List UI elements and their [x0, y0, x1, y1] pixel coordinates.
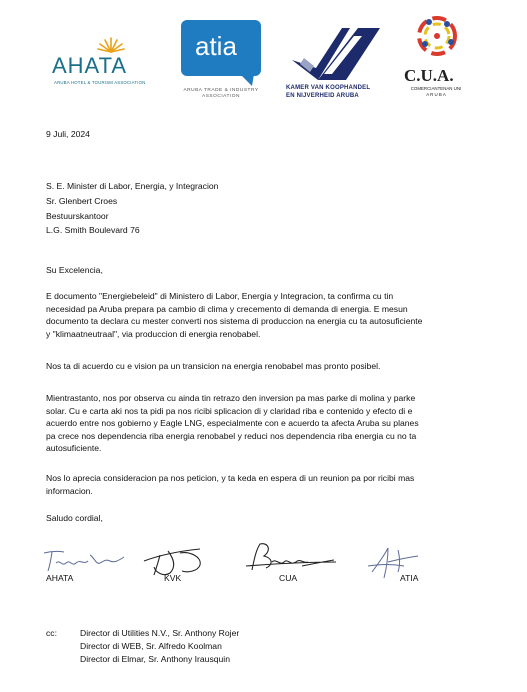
cua-ring-icon — [413, 12, 461, 60]
logo-ahata — [50, 36, 172, 94]
paragraph-line: pa crece nos dependencia riba energia renobabel y reduci nos dependencia riba energia cu no ta — [46, 430, 417, 441]
paragraph-line: documento ta declara cu mester converti nos sistema di produccion na energia cu ta autosuficiente — [46, 316, 423, 326]
letter-date: 9 Juli, 2024 — [46, 129, 90, 139]
recipient-block — [46, 180, 218, 239]
paragraph-line: Nos lo aprecia consideracion pa nos peticion, y ta keda en espera di un reunion pa por ricibi mas — [46, 473, 415, 483]
recipient-line: Bestuurskantoor — [46, 210, 109, 221]
signature-ahata — [40, 545, 130, 575]
paragraph-3 — [46, 392, 419, 455]
recipient-line: S. E. Minister di Labor, Energia, y Integracion — [46, 181, 219, 191]
signatory-label: ATIA — [400, 573, 419, 583]
recipient-line: Sr. Glenbert Croes — [46, 195, 118, 206]
cc-label: cc: — [46, 628, 57, 638]
kvk-subtitle: KAMER VAN KOOPHANDEL EN NIJVERHEID ARUBA — [286, 85, 371, 99]
cc-list — [80, 627, 239, 667]
cua-subtitle-2: A R U B A — [426, 92, 446, 97]
ahata-subtitle: ARUBA HOTEL & TOURISM ASSOCIATION — [54, 80, 146, 85]
closing: Saludo cordial, — [46, 513, 103, 523]
paragraph-line: y "klimaatneutraal", via produccion di energia renobabel. — [46, 328, 261, 339]
logo-kvk — [284, 24, 400, 104]
logo-atia — [178, 20, 264, 104]
signatory-label: AHATA — [46, 573, 74, 583]
paragraph-line: solar. Cu e carta aki nos ta pidi pa nos ricibi splicacion di y claridad riba e contenido y efecto di e — [46, 405, 413, 416]
atia-badge — [181, 20, 261, 76]
ahata-wordmark: AHATA — [52, 53, 128, 78]
cua-subtitle: COMERCIANTENAN UNI — [410, 86, 462, 91]
cc-item: Director di Elmar, Sr. Anthony Irausquin — [80, 654, 230, 665]
paragraph-line: autosuficiente. — [46, 443, 102, 453]
paragraph-2 — [46, 360, 380, 373]
cc-item: Director di WEB, Sr. Alfredo Koolman — [80, 641, 222, 652]
speech-tail-icon — [240, 74, 254, 86]
salutation: Su Excelencia, — [46, 265, 103, 275]
atia-subtitle: ARUBA TRADE & INDUSTRY ASSOCIATION — [183, 88, 259, 99]
cua-wordmark: C.U.A. — [404, 66, 454, 85]
paragraph-line: Mientrastanto, nos por observa cu ainda tin retrazo den inversion pa mas parke di molina y parke — [46, 393, 416, 403]
signatory-label: KVK — [164, 573, 182, 583]
paragraph-line: necesidad pa Aruba prepara pa cambio di clima y crecemento di demanda di energia. E mesun — [46, 303, 408, 314]
cc-item: Director di Utilities N.V., Sr. Anthony Rojer — [80, 628, 240, 638]
atia-wordmark: atia — [195, 31, 237, 61]
signature-cua — [242, 540, 338, 576]
recipient-line: L.G. Smith Boulevard 76 — [46, 225, 140, 236]
paragraph-1 — [46, 290, 422, 340]
paragraph-line: Nos ta di acuerdo cu e vision pa un transicion na energia renobabel mas pronto posibel. — [46, 361, 381, 371]
kvk-chevron-icon — [288, 24, 388, 80]
paragraph-4 — [46, 472, 414, 497]
signatory-label: CUA — [279, 573, 298, 583]
logo-cua — [396, 12, 476, 106]
paragraph-line: E documento "Energiebeleid" di Ministero di Labor, Energia y Integracion, ta confirma cu tin — [46, 291, 394, 301]
paragraph-line: acuerdo entre nos gobierno y Eagle LNG, especialmente con e acuerdo ta afecta Aruba su planes — [46, 418, 419, 428]
sun-icon — [96, 36, 126, 54]
paragraph-line: informacion. — [46, 485, 93, 496]
